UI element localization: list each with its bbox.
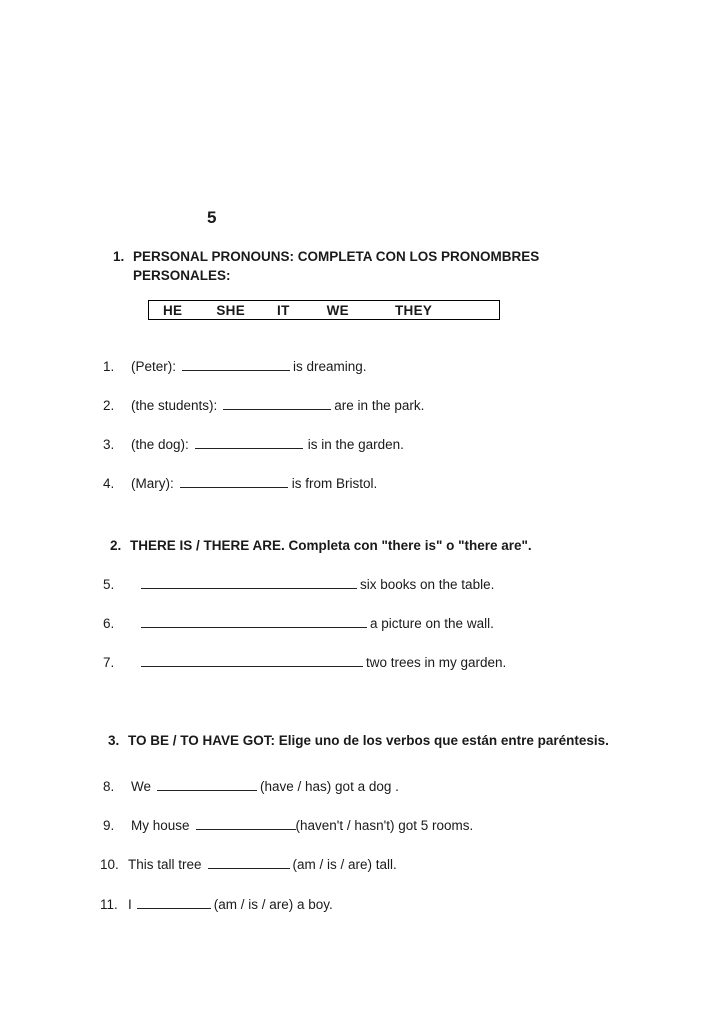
pronoun-option-they: THEY [395, 302, 433, 318]
answer-blank[interactable] [208, 858, 290, 869]
section-number-2: 2. [110, 538, 122, 553]
question-number: 6. [103, 616, 115, 631]
answer-blank[interactable] [180, 477, 288, 488]
answer-blank[interactable] [137, 898, 211, 909]
pronoun-options-box [148, 300, 500, 320]
question-row [100, 856, 397, 873]
answer-blank[interactable] [141, 656, 363, 667]
question-number: 10. [100, 857, 119, 872]
answer-blank[interactable] [196, 819, 296, 830]
question-text-after: are in the park. [334, 398, 425, 413]
question-text-after: (am / is / are) tall. [292, 857, 397, 872]
section-heading-3 [108, 731, 668, 750]
question-number: 9. [103, 818, 115, 833]
question-number: 3. [103, 437, 115, 452]
question-row [103, 436, 404, 453]
section-heading-1 [113, 247, 593, 285]
question-row [100, 896, 333, 913]
question-number: 4. [103, 476, 115, 491]
section-number-3: 3. [108, 733, 120, 748]
question-text-before: (Peter): [131, 359, 177, 374]
question-number: 2. [103, 398, 115, 413]
question-text-after: two trees in my garden. [366, 655, 507, 670]
question-row [103, 615, 494, 632]
page-number: 5 [207, 208, 217, 227]
question-row [103, 475, 377, 492]
question-text-after: (am / is / are) a boy. [213, 897, 333, 912]
answer-blank[interactable] [182, 360, 290, 371]
answer-blank[interactable] [141, 617, 367, 628]
section-title-2: THERE IS / THERE ARE. Completa con "there is" o "there are". [130, 538, 532, 553]
question-text-before: My house [131, 818, 190, 833]
pronoun-option-we: WE [326, 302, 349, 318]
answer-blank[interactable] [195, 438, 303, 449]
answer-blank[interactable] [157, 780, 257, 791]
section-number-1: 1. [113, 249, 125, 264]
pronoun-option-it: IT [277, 302, 290, 318]
section-heading-2 [110, 536, 670, 555]
question-text-before: This tall tree [128, 857, 202, 872]
question-number: 11. [100, 897, 118, 912]
answer-blank[interactable] [223, 399, 331, 410]
question-text-after: is in the garden. [307, 437, 404, 452]
question-text-before: (Mary): [131, 476, 174, 491]
question-text-before: We [131, 779, 152, 794]
question-number: 8. [103, 779, 115, 794]
answer-blank[interactable] [141, 578, 357, 589]
question-number: 5. [103, 577, 115, 592]
question-row [103, 358, 367, 375]
question-number: 7. [103, 655, 115, 670]
question-text-after: six books on the table. [360, 577, 495, 592]
question-row [103, 778, 399, 795]
question-row [103, 654, 506, 671]
pronoun-option-he: HE [163, 302, 183, 318]
question-text-after: (have / has) got a dog . [260, 779, 399, 794]
question-row [103, 576, 494, 593]
question-text-after: is from Bristol. [291, 476, 378, 491]
pronoun-option-she: SHE [216, 302, 246, 318]
question-text-before: I [128, 897, 132, 912]
question-number: 1. [103, 359, 115, 374]
question-text-after: (haven't / hasn't) got 5 rooms. [295, 818, 474, 833]
question-text-before: (the dog): [131, 437, 189, 452]
section-title-3: TO BE / TO HAVE GOT: Elige uno de los verbos que están entre paréntesis. [128, 733, 609, 748]
section-title-1: PERSONAL PRONOUNS: COMPLETA CON LOS PRONOMBRES PERSONALES: [133, 249, 540, 283]
question-text-after: a picture on the wall. [370, 616, 494, 631]
question-text-after: is dreaming. [293, 359, 367, 374]
question-row [103, 397, 424, 414]
question-row [103, 817, 473, 834]
question-text-before: (the students): [131, 398, 218, 413]
